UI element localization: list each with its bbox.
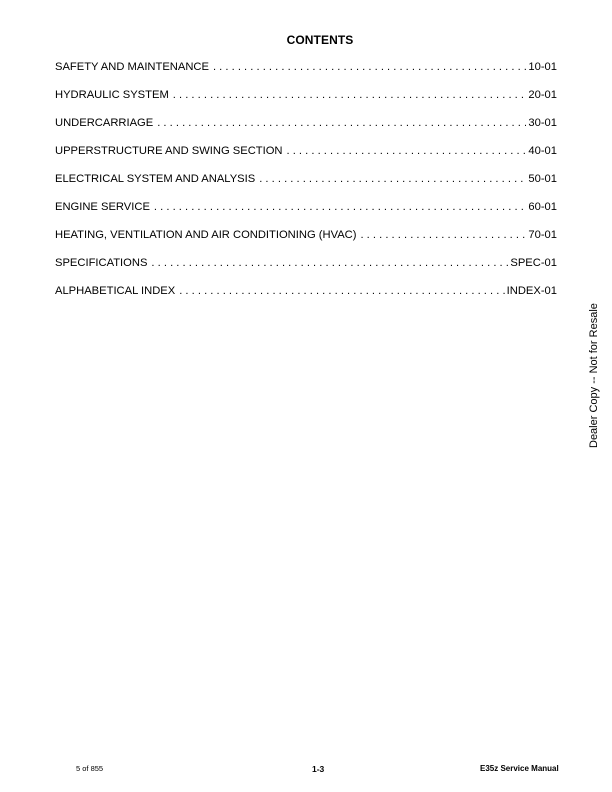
toc-entry-specifications[interactable]: [55, 256, 557, 284]
toc-dot-leader: [179, 284, 504, 298]
toc-dot-leader: [154, 200, 526, 214]
toc-entry-alphabetical-index[interactable]: [55, 284, 557, 312]
toc-entry-page: 40-01: [528, 145, 557, 157]
toc-entry-upperstructure-and-swing-section[interactable]: [55, 144, 557, 172]
toc-entry-hydraulic-system[interactable]: [55, 88, 557, 116]
toc-entry-engine-service[interactable]: [55, 200, 557, 228]
toc-entry-page: 70-01: [528, 229, 557, 241]
toc-dot-leader: [287, 144, 527, 158]
toc-entry-page: 50-01: [528, 173, 557, 185]
toc-entry-label: ALPHABETICAL INDEX: [55, 285, 176, 297]
toc-entry-page: INDEX-01: [506, 285, 557, 297]
toc-entry-label: SAFETY AND MAINTENANCE: [55, 61, 209, 73]
footer-page-count: 5 of 855: [76, 764, 104, 773]
toc-entry-label: ELECTRICAL SYSTEM AND ANALYSIS: [55, 173, 256, 185]
toc-entry-label: ENGINE SERVICE: [55, 201, 150, 213]
toc-dot-leader: [157, 116, 526, 130]
toc-entry-label: HYDRAULIC SYSTEM: [55, 89, 169, 101]
toc-entry-undercarriage[interactable]: [55, 116, 557, 144]
toc-entry-hvac[interactable]: [55, 228, 557, 256]
table-of-contents: [55, 60, 557, 312]
toc-entry-label: UPPERSTRUCTURE AND SWING SECTION: [55, 145, 283, 157]
footer-manual-title: E35z Service Manual: [480, 764, 559, 773]
toc-dot-leader: [259, 172, 526, 186]
toc-entry-label: HEATING, VENTILATION AND AIR CONDITIONING (HVAC): [55, 229, 357, 241]
toc-entry-page: 10-01: [528, 61, 557, 73]
toc-dot-leader: [213, 60, 526, 74]
toc-entry-page: 20-01: [528, 89, 557, 101]
toc-entry-page: SPEC-01: [510, 257, 557, 269]
toc-entry-safety-and-maintenance[interactable]: [55, 60, 557, 88]
toc-dot-leader: [151, 256, 508, 270]
toc-dot-leader: [360, 228, 526, 242]
toc-entry-page: 60-01: [528, 201, 557, 213]
toc-entry-electrical-system-and-analysis[interactable]: [55, 172, 557, 200]
toc-entry-label: UNDERCARRIAGE: [55, 117, 154, 129]
toc-entry-page: 30-01: [528, 117, 557, 129]
toc-entry-label: SPECIFICATIONS: [55, 257, 148, 269]
side-watermark-note: Dealer Copy -- Not for Resale: [588, 303, 600, 448]
toc-dot-leader: [173, 88, 527, 102]
footer-page-number: 1-3: [312, 764, 325, 774]
page-title: CONTENTS: [286, 33, 354, 47]
